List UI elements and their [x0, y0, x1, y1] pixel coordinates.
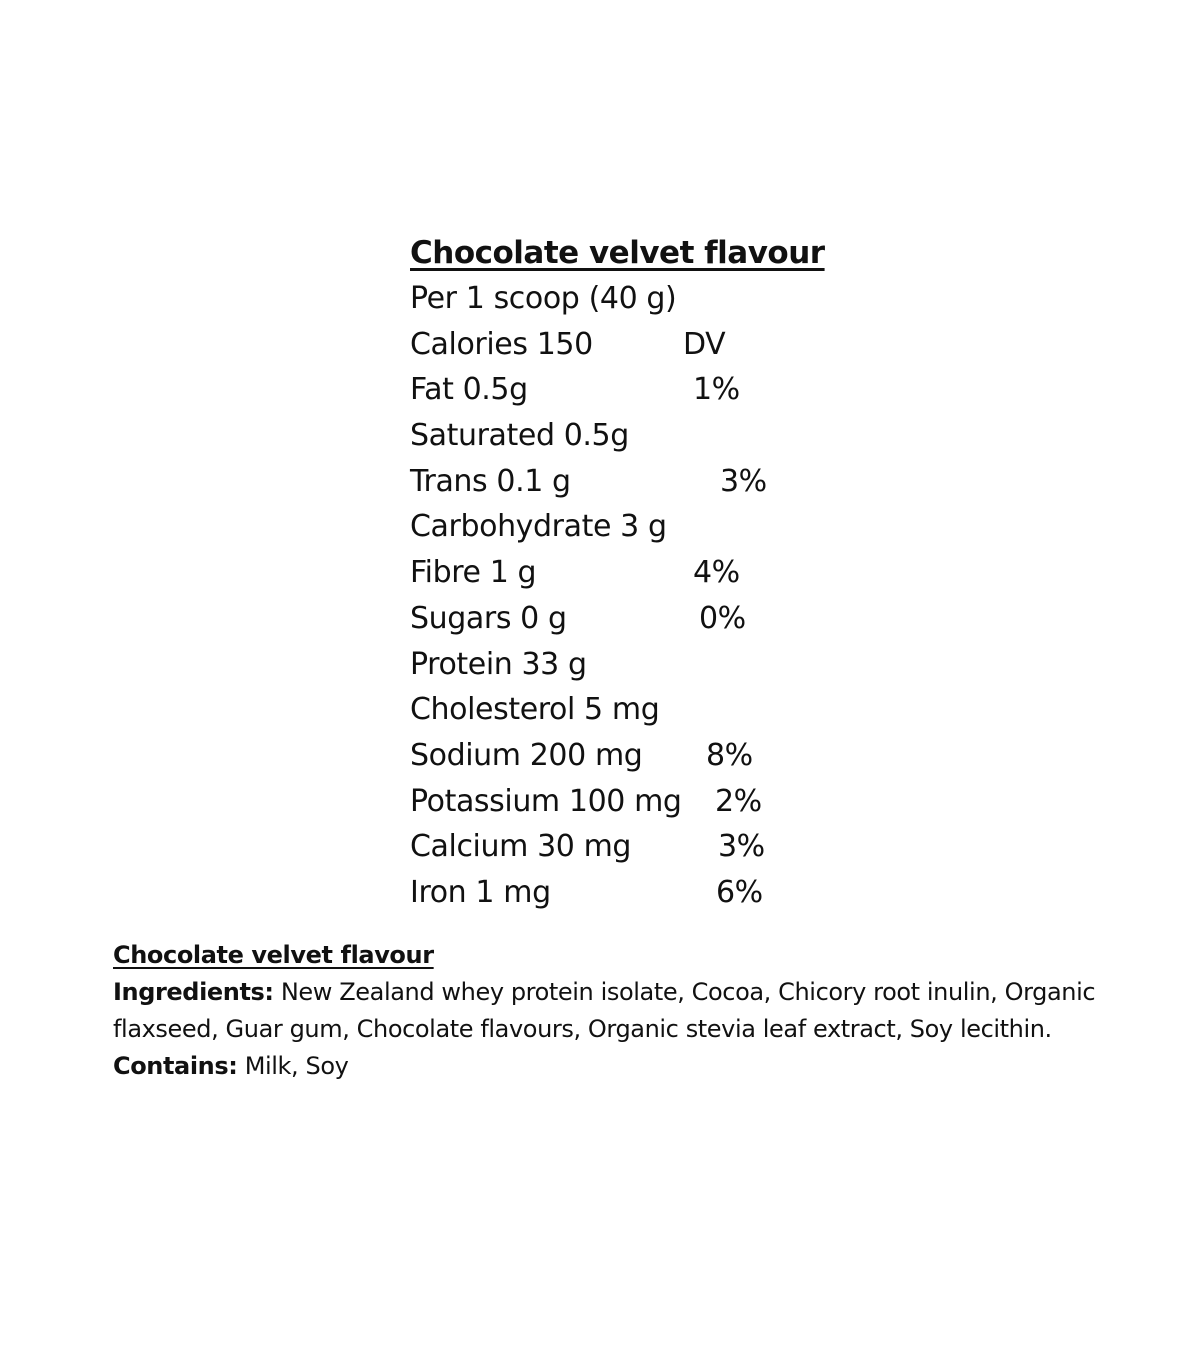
nutrient-row-fibre — [410, 550, 830, 596]
contains-paragraph — [113, 1048, 1113, 1085]
nutrient-label: Calcium 30 mg — [410, 829, 632, 865]
nutrient-label: Trans 0.1 g — [410, 463, 571, 499]
nutrient-row-potassium — [410, 779, 830, 825]
nutrient-row-sodium — [410, 733, 830, 779]
nutrient-dv: 2% — [715, 783, 762, 819]
nutrient-row-cholesterol — [410, 687, 830, 733]
nutrient-row-trans — [410, 459, 830, 505]
nutrient-row-saturated — [410, 413, 830, 459]
nutrient-label: Fat 0.5g — [410, 372, 528, 408]
ingredients-paragraph — [113, 974, 1113, 1048]
nutrient-row-protein — [410, 642, 830, 688]
nutrient-dv: 8% — [706, 737, 753, 773]
nutrient-label: Sodium 200 mg — [410, 737, 643, 773]
nutrient-row-carbohydrate — [410, 504, 830, 550]
nutrient-label: Fibre 1 g — [410, 555, 537, 591]
nutrient-label: Saturated 0.5g — [410, 418, 629, 454]
nutrient-dv: 1% — [693, 372, 740, 408]
nutrient-row-calories — [410, 322, 830, 368]
nutrition-facts — [410, 230, 830, 916]
nutrient-label: Protein 33 g — [410, 646, 587, 682]
nutrient-label: Calories 150 — [410, 326, 593, 362]
nutrition-title: Chocolate velvet flavour — [410, 235, 825, 271]
nutrient-dv: 4% — [693, 555, 740, 591]
contains-text: Milk, Soy — [244, 1052, 349, 1080]
nutrient-dv: 0% — [699, 600, 746, 636]
nutrient-row-calcium — [410, 824, 830, 870]
dv-header: DV — [683, 326, 726, 362]
nutrient-label: Iron 1 mg — [410, 874, 551, 910]
nutrient-dv: 3% — [720, 463, 767, 499]
nutrient-label: Cholesterol 5 mg — [410, 692, 660, 728]
nutrient-label: Potassium 100 mg — [410, 783, 682, 819]
nutrient-dv: 3% — [718, 829, 765, 865]
nutrient-row-sugars — [410, 596, 830, 642]
nutrient-label: Sugars 0 g — [410, 600, 567, 636]
nutrient-dv: 6% — [716, 874, 763, 910]
contains-label: Contains: — [113, 1052, 238, 1080]
ingredients-label: Ingredients: — [113, 978, 274, 1006]
ingredients-block — [113, 937, 1113, 1085]
ingredients-title: Chocolate velvet flavour — [113, 941, 434, 969]
ingredients-text: New Zealand whey protein isolate, Cocoa, Chicory root inulin, Organic flaxseed, Guar gum, Chocolate flavours, Organic stevia leaf extract, Soy lecithin. — [113, 978, 1096, 1043]
nutrient-row-fat — [410, 367, 830, 413]
nutrient-label: Carbohydrate 3 g — [410, 509, 667, 545]
nutrient-row-iron — [410, 870, 830, 916]
serving-size: Per 1 scoop (40 g) — [410, 281, 677, 316]
